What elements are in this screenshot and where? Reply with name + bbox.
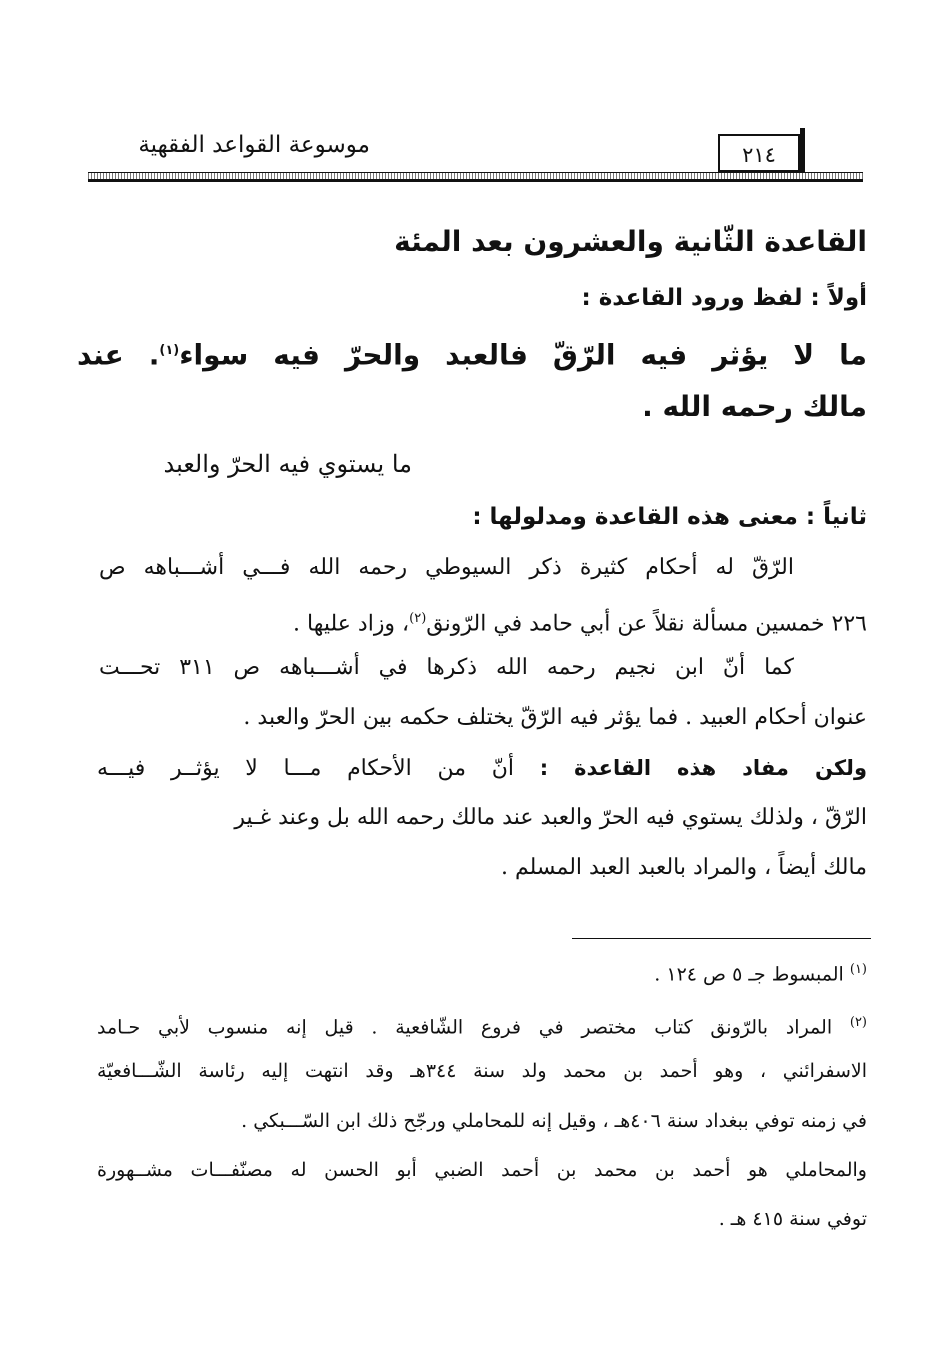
- paragraph-3-line-1: ولكن مفاد هذه القاعدة : أنّ من الأحكام مـــا لا يؤثــر فيـــه: [97, 756, 867, 781]
- rule-variant-text: ما يستوي فيه الحرّ والعبد: [163, 450, 412, 478]
- paragraph-1-line-2: ٢٢٦ خمسين مسألة نقلاً عن أبي حامد في الرّونق$^{(٢)}$، وزاد عليها .: [293, 611, 867, 637]
- footnote-2-marker: (٢): [849, 1015, 867, 1030]
- paragraph-2-line-2: عنوان أحكام العبيد . فما يؤثر فيه الرّقّ يختلف حكمه بين الحرّ والعبد .: [243, 705, 867, 730]
- footnote-separator: [572, 938, 871, 939]
- rule-text-line-1: ما لا يؤثر فيه الرّقّ فالعبد والحرّ فيه سواء$^{(١)}$. عند: [77, 338, 867, 372]
- running-header-title: موسوعة القواعد الفقهية: [138, 132, 370, 158]
- paragraph-3-lead: ولكن مفاد هذه القاعدة :: [539, 756, 867, 780]
- footnote-2-line-5: توفي سنة ٤١٥ هـ .: [718, 1208, 867, 1230]
- footnote-2-line-1: $^{(٢)}$ المراد بالرّونق كتاب مختصر في فروع الشّافعية . قيل إنه منسوب لأبي حـامد: [97, 1015, 867, 1039]
- paragraph-3-line-2: الرّقّ ، ولذلك يستوي فيه الحرّ والعبد عند مالك رحمه الله بل وعند غـير: [234, 805, 867, 830]
- footnote-1: $^{(١)}$ المبسوط جـ ٥ ص ١٢٤ .: [654, 962, 867, 986]
- paragraph-3-line-3: مالك أيضاً ، والمراد بالعبد العبد المسلم .: [500, 855, 867, 880]
- footnote-2-line-2: الاسفرائني ، وهو أحمد بن محمد ولد سنة ٣٤٤هـ وقد انتهت إليه رئاسة الشّـــافعيّة: [97, 1060, 867, 1082]
- header-rule: [88, 172, 863, 180]
- section-heading-meaning: ثانياً : معنى هذه القاعدة ومدلولها :: [472, 504, 867, 530]
- footnote-2-line-3: في زمنه توفي ببغداد سنة ٤٠٦هـ ، وقيل إنه للمحاملي ورجّح ذلك ابن السّـــبكي .: [241, 1110, 867, 1132]
- footnote-2-line-4: والمحاملي هو أحمد بن محمد بن أحمد الضبي أبو الحسن له مصنّفـــات مشــهورة: [97, 1159, 867, 1181]
- footnote-1-marker: (١): [849, 962, 867, 977]
- page-number: ٢١٤: [718, 134, 800, 172]
- footnote-marker-1[interactable]: (١): [159, 343, 180, 358]
- footnote-marker-2[interactable]: (٢): [409, 611, 427, 626]
- rule-text-line-2: مالك رحمه الله .: [642, 390, 867, 423]
- header-rule-underline: [88, 180, 863, 182]
- rule-title: القاعدة الثّانية والعشرون بعد المئة: [394, 225, 867, 258]
- section-heading-wording: أولاً : لفظ ورود القاعدة :: [581, 285, 867, 311]
- paragraph-1-line-1: الرّقّ له أحكام كثيرة ذكر السيوطي رحمه الله فـــي أشـــباهه ص: [99, 555, 794, 580]
- paragraph-2-line-1: كما أنّ ابن نجيم رحمه الله ذكرها في أشـــباهه ص ٣١١ تحـــت: [99, 655, 794, 680]
